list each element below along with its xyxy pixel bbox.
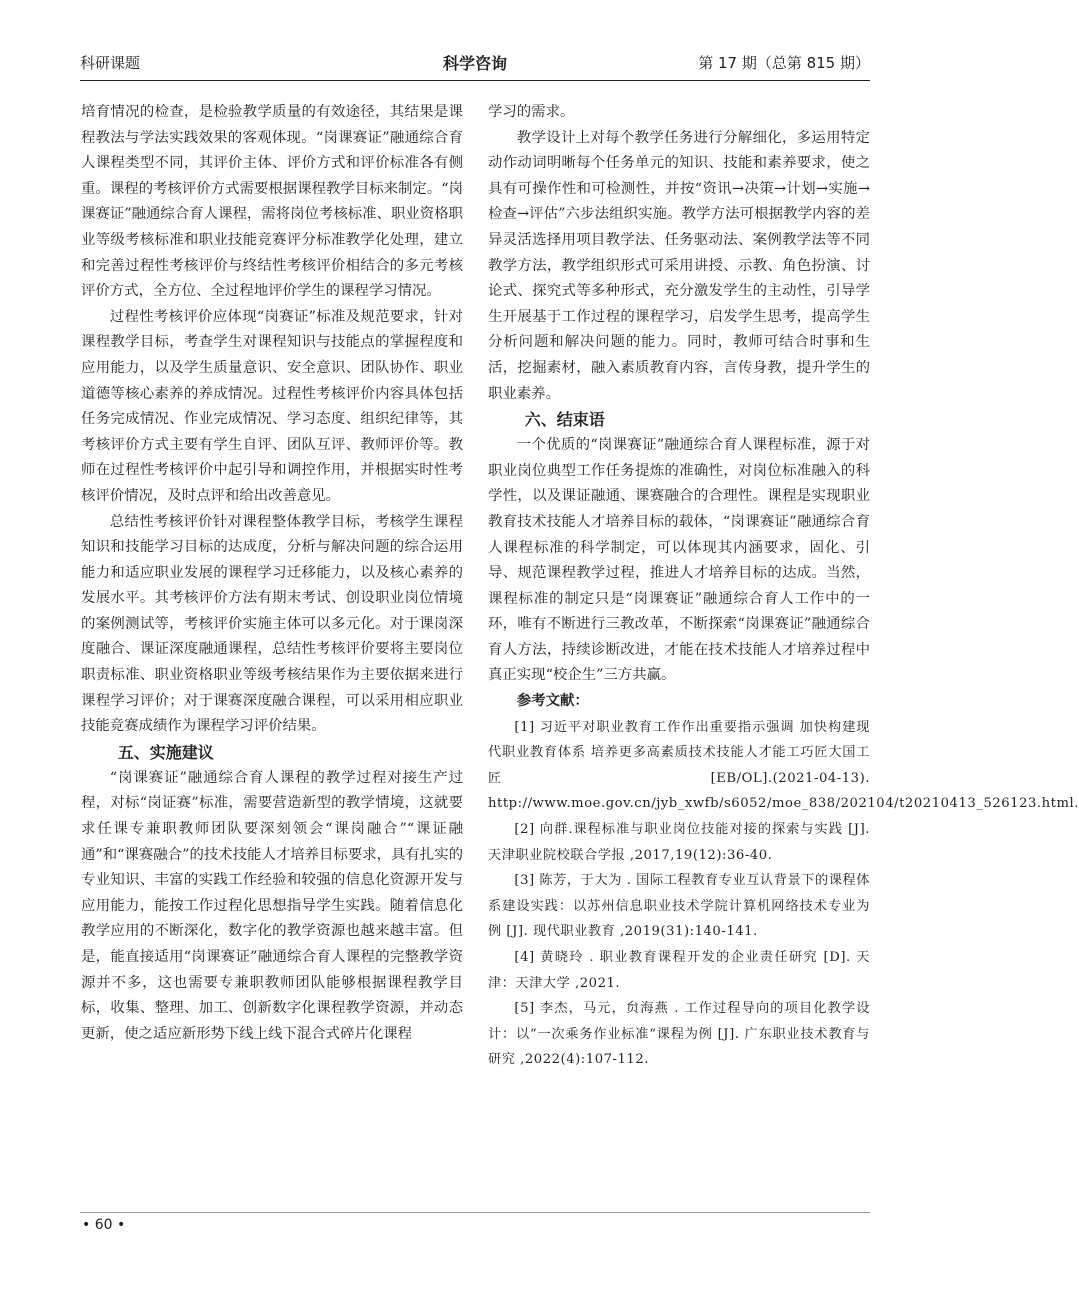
- paragraph: “岗课赛证”融通综合育人课程的教学过程对接生产过程，对标“岗证赛”标准，需要营造新型的教学情境，这就要求任课专兼职教师团队要深刻领会“课岗融合”“课证融通”和“课赛融合”的技术技能人才培养目标要求，具有扎实的专业知识、丰富的实践工作经验和较强的信息化资源开发与应用能力，能按工作过程化思想指导学生实践。随着信息化教学应用的不断深化，数字化的教学资源也越来越丰富。但是，能直接适用“岗课赛证”融通综合育人课程的完整教学资源并不多，这也需要专兼职教师团队能够根据课程教学目标，收集、整理、加工、创新数字化课程教学资源，并动态更新，使之适应新形势下线上线下混合式碎片化课程: [81, 769, 463, 1042]
- reference-item: [5] 李杰，马元，贠海燕 . 工作过程导向的项目化教学设计：以“一次乘务作业标准“课程为例 [J]. 广东职业技术教育与研究 ,2022(4):107-112.: [488, 1001, 870, 1068]
- journal-title: 科学咨询: [442, 54, 507, 73]
- paragraph: 总结性考核评价针对课程整体教学目标，考核学生课程知识和技能学习目标的达成度，分析与解决问题的综合运用能力和适应职业发展的课程学习迁移能力，以及核心素养的发展水平。其考核评价方法有期末考试、创设职业岗位情境的案例测试等，考核评价实施主体可以多元化。对于课岗深度融合、课证深度融通课程，总结性考核评价要将主要岗位职责标准、职业资格职业等级考核结果作为主要依据来进行课程学习评价；对于课赛深度融合课程，可以采用相应职业技能竞赛成绩作为课程学习评价结果。: [81, 513, 463, 735]
- section-heading: 六、结束语: [524, 410, 605, 430]
- paragraph: 教学设计上对每个教学任务进行分解细化，多运用特定动作动词明晰每个任务单元的知识、技能和素养要求，使之具有可操作性和可检测性，并按“资讯→决策→计划→实施→检查→评估”六步法组织实施。教学方法可根据教学内容的差异灵活选择用项目教学法、任务驱动法、案例教学法等不同教学方法，教学组织形式可采用讲授、示教、角色扮演、讨论式、探究式等多种形式，充分激发学生的主动性，引导学生开展基于工作过程的课程学习，启发学生思考，提高学生分析问题和解决问题的能力。同时，教师可结合时事和生活，挖掘素材，融入素质教育内容，言传身教，提升学生的职业素养。: [488, 129, 870, 402]
- paragraph: 过程性考核评价应体现“岗赛证”标准及规范要求，针对课程教学目标，考查学生对课程知识与技能点的掌握程度和应用能力，以及学生质量意识、安全意识、团队协作、职业道德等核心素养的养成情况。过程性考核评价内容具体包括任务完成情况、作业完成情况、学习态度、组织纪律等，其考核评价方式主要有学生自评、团队互评、教师评价等。教师在过程性考核评价中起引导和调控作用，并根据实时性考核评价情况，及时点评和给出改善意见。: [81, 308, 463, 504]
- running-header: [80, 50, 870, 78]
- section-label: 科研课题: [80, 54, 141, 72]
- paragraph: 一个优质的“岗课赛证”融通综合育人课程标准，源于对职业岗位典型工作任务提炼的准确性，对岗位标准融入的科学性，以及课证融通、课赛融合的合理性。课程是实现职业教育技术技能人才培养目标的载体，“岗课赛证”融通综合育人课程标准的科学制定，可以体现其内涵要求，固化、引导、规范课程教学过程，推进人才培养目标的达成。当然，课程标准的制定只是“岗课赛证”融通综合育人工作中的一环，唯有不断进行三教改革，不断探索“岗课赛证”融通综合育人方法，持续诊断改进，才能在技术技能人才培养过程中真正实现“校企生”三方共赢。: [488, 437, 870, 684]
- paragraph: 培育情况的检查，是检验教学质量的有效途径，其结果是课程教法与学法实践效果的客观体现。“岗课赛证”融通综合育人课程类型不同，其评价主体、评价方式和评价标准各有侧重。课程的考核评价方式需要根据课程教学目标来制定。“岗课赛证”融通综合育人课程，需将岗位考核标准、职业资格职业等级考核标准和职业技能竞赛评分标准教学化处理，建立和完善过程性考核评价与终结性考核评价相结合的多元考核评价方式，全方位、全过程地评价学生的课程学习情况。: [81, 104, 463, 300]
- right-column: [488, 100, 1079, 1073]
- section-heading: 五、实施建议: [117, 742, 214, 762]
- issue-number: 第 17 期（总第 815 期）: [698, 54, 870, 72]
- reference-item: [4] 黄晓玲 . 职业教育课程开发的企业责任研究 [D]. 天津：天津大学 ,2021.: [488, 950, 870, 991]
- left-column: [81, 100, 463, 1047]
- reference-item: [3] 陈芳，于大为 . 国际工程教育专业互认背景下的课程体系建设实践：以苏州信息职业技术学院计算机网络技术专业为例 [J]. 现代职业教育 ,2019(31):140-141.: [488, 873, 870, 940]
- page-number: • 60 •: [82, 1217, 126, 1233]
- header-divider: [80, 80, 870, 81]
- footer-divider: [80, 1212, 870, 1213]
- references-heading: 参考文献：: [516, 693, 589, 710]
- reference-item: [2] 向群.课程标准与职业岗位技能对接的探索与实践 [J]. 天津职业院校联合学报 ,2017,19(12):36-40.: [488, 822, 870, 863]
- reference-item: [1] 习近平对职业教育工作作出重要指示强调 加快构建现代职业教育体系 培养更多高素质技术技能人才能工巧匠大国工匠 [EB/OL].(2021-04-13). http://www.moe.gov.cn/jyb_xwfb/s6052/moe_838/202104/t20210413_526123.html.: [488, 719, 1079, 812]
- paragraph: 学习的需求。: [488, 104, 575, 120]
